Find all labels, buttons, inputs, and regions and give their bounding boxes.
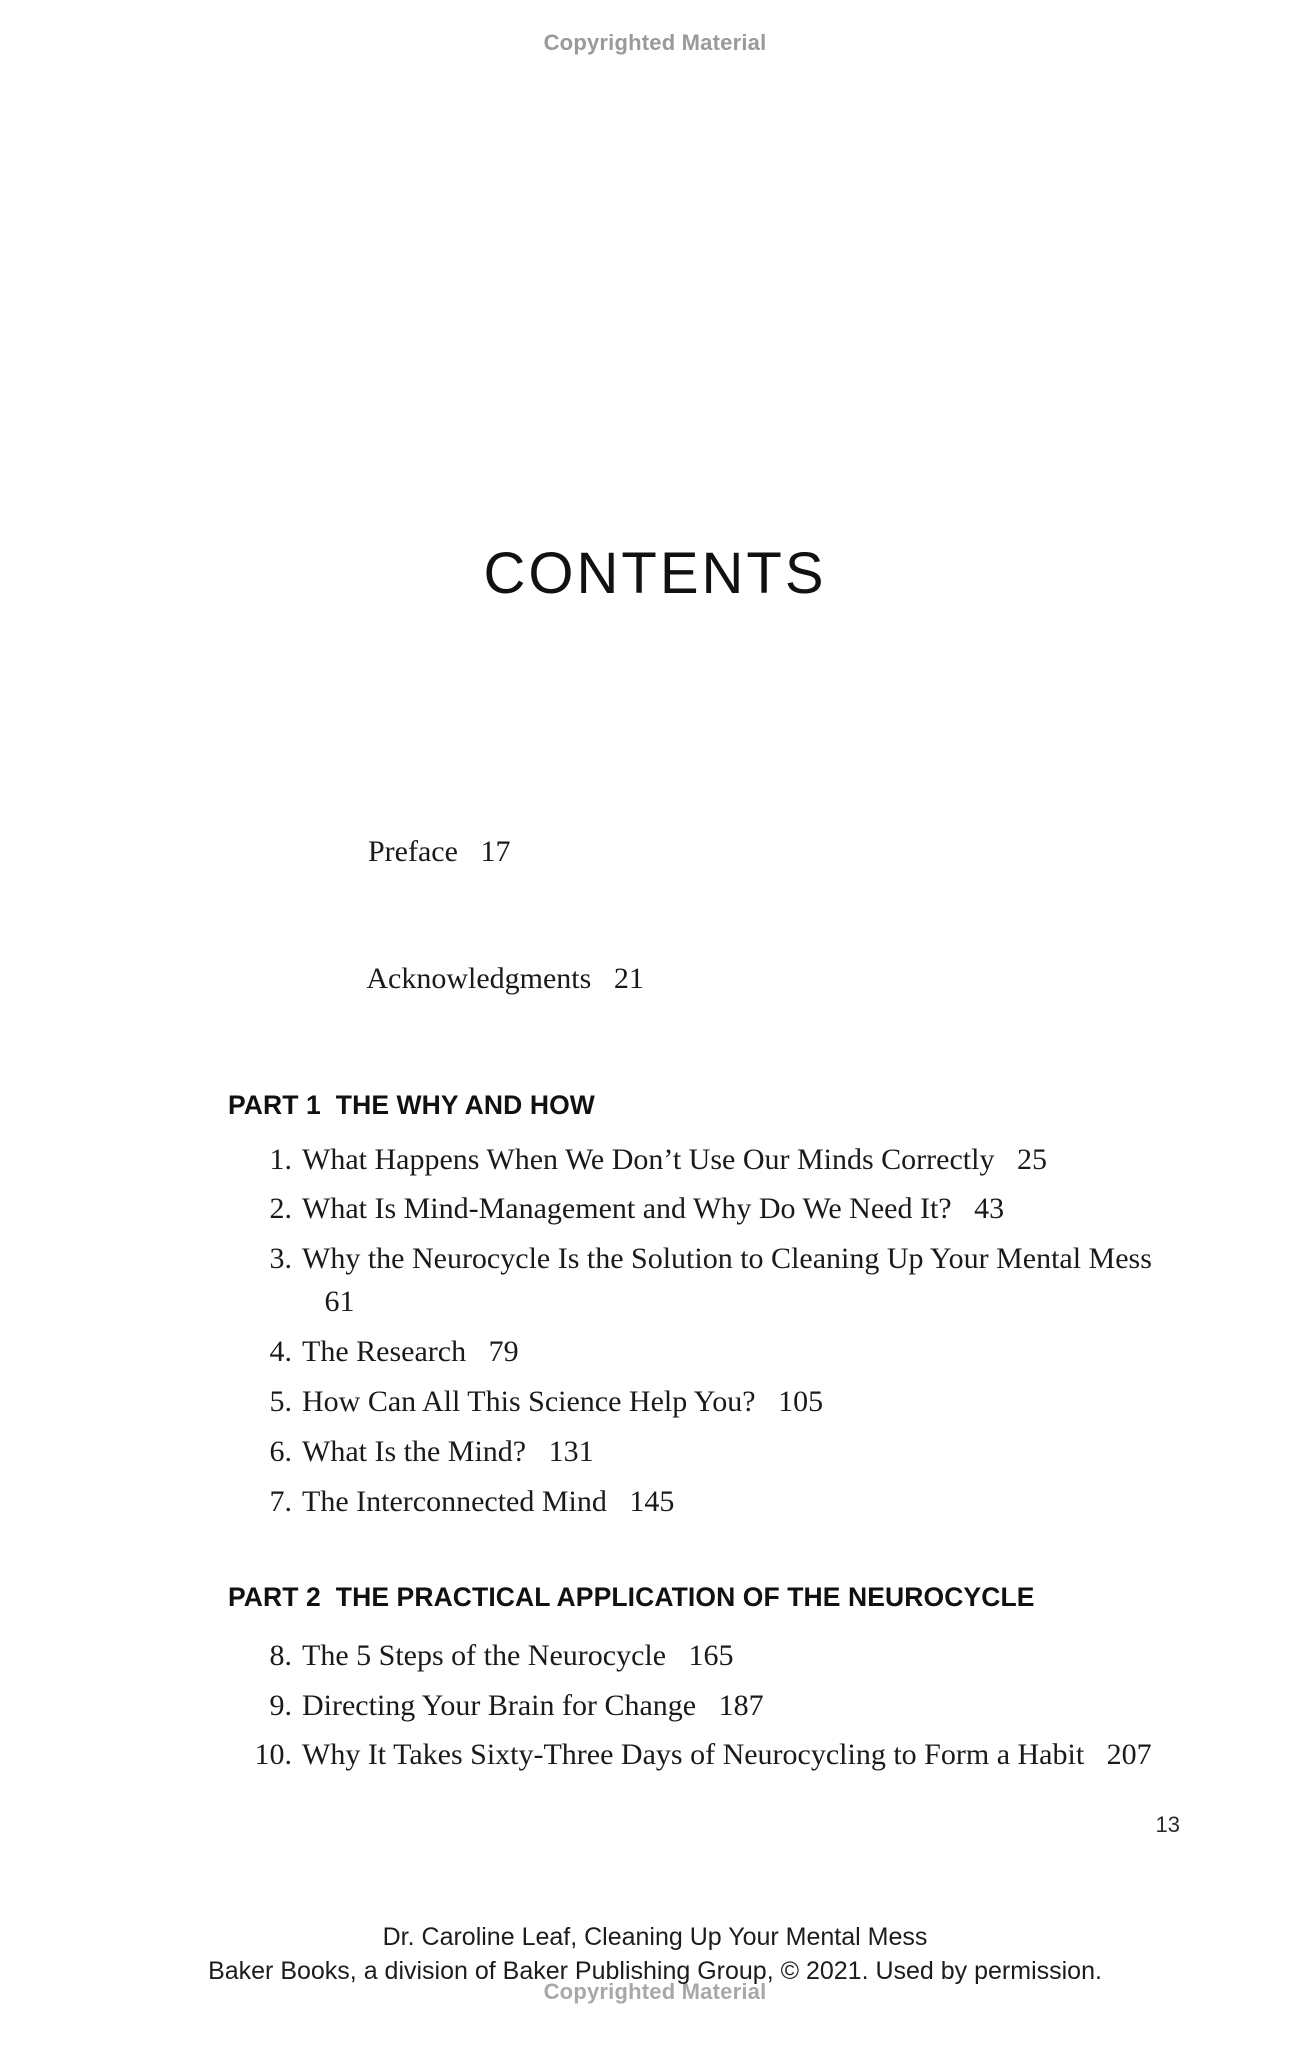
chapter-body bbox=[302, 1431, 1168, 1474]
chapter-entry bbox=[228, 1139, 1168, 1182]
chapter-page-number: 61 bbox=[324, 1285, 355, 1319]
chapter-entry bbox=[228, 1431, 1168, 1474]
chapter-title: What Happens When We Don’t Use Our Minds Correctly bbox=[302, 1142, 995, 1176]
gap bbox=[756, 1385, 779, 1418]
chapter-entry bbox=[228, 1381, 1168, 1424]
chapter-number: 8. bbox=[269, 1638, 292, 1672]
chapter-page-number: 25 bbox=[1016, 1142, 1047, 1176]
chapter-entry bbox=[228, 1238, 1168, 1324]
gap bbox=[526, 1435, 549, 1468]
chapter-title: The Interconnected Mind bbox=[302, 1484, 607, 1518]
chapter-page-number: 43 bbox=[974, 1192, 1005, 1226]
chapter-page-number: 105 bbox=[778, 1385, 824, 1419]
chapter-title: The 5 Steps of the Neurocycle bbox=[302, 1638, 667, 1672]
chapter-title: What Is the Mind? bbox=[302, 1434, 527, 1468]
chapter-page-number: 79 bbox=[488, 1335, 519, 1369]
chapter-number: 9. bbox=[269, 1688, 292, 1722]
chapter-body bbox=[302, 1139, 1168, 1182]
gap bbox=[466, 1335, 489, 1368]
gap bbox=[458, 835, 481, 868]
chapter-page-number: 207 bbox=[1106, 1738, 1152, 1772]
page-folio-number: 13 bbox=[1155, 1812, 1180, 1837]
chapter-entry bbox=[228, 1331, 1168, 1374]
chapter-title: Why the Neurocycle Is the Solution to Cleaning Up Your Mental Mess bbox=[302, 1242, 1152, 1276]
copyright-watermark-top: Copyrighted Material bbox=[543, 30, 767, 55]
chapter-body bbox=[302, 1481, 1168, 1524]
copyright-watermark-bottom: Copyrighted Material bbox=[543, 1979, 767, 2004]
chapter-number: 10. bbox=[254, 1738, 292, 1772]
gap bbox=[994, 1143, 1017, 1176]
chapter-number: 5. bbox=[269, 1385, 292, 1419]
chapter-entry bbox=[228, 1481, 1168, 1524]
chapter-page-number: 187 bbox=[718, 1688, 764, 1722]
chapter-title: Why It Takes Sixty-Three Days of Neurocycling to Form a Habit bbox=[302, 1738, 1085, 1772]
chapter-entry bbox=[228, 1635, 1168, 1678]
gap bbox=[302, 1285, 325, 1318]
chapter-body bbox=[302, 1685, 1168, 1728]
gap bbox=[952, 1192, 975, 1225]
chapter-page-number: 131 bbox=[548, 1434, 594, 1468]
chapter-body bbox=[302, 1238, 1168, 1324]
gap bbox=[666, 1639, 689, 1672]
chapter-title: Directing Your Brain for Change bbox=[302, 1688, 697, 1722]
frontmatter-label: Preface bbox=[368, 834, 458, 868]
attribution-line-publisher: Baker Books, a division of Baker Publishing Group, © 2021. Used by permission. bbox=[208, 1956, 1102, 1985]
chapter-number: 3. bbox=[269, 1242, 292, 1276]
part-heading-2: PART 2 THE PRACTICAL APPLICATION OF THE NEUROCYCLE bbox=[228, 1581, 1035, 1612]
attribution-line-title: Dr. Caroline Leaf, Cleaning Up Your Mental Mess bbox=[382, 1923, 928, 1951]
frontmatter-page-number: 21 bbox=[613, 962, 644, 996]
chapter-page-number: 145 bbox=[629, 1484, 675, 1518]
chapter-body bbox=[302, 1188, 1168, 1231]
chapter-page-number: 165 bbox=[688, 1638, 734, 1672]
list-item bbox=[308, 788, 1168, 916]
frontmatter-list bbox=[308, 788, 1168, 1044]
gap bbox=[1084, 1738, 1107, 1771]
chapter-entry bbox=[228, 1685, 1168, 1728]
list-item bbox=[308, 916, 1168, 1044]
gap bbox=[696, 1689, 719, 1722]
chapter-number: 4. bbox=[269, 1335, 292, 1369]
chapter-body bbox=[302, 1734, 1168, 1777]
chapter-title: How Can All This Science Help You? bbox=[302, 1385, 756, 1419]
chapter-number: 2. bbox=[269, 1192, 292, 1226]
frontmatter-label: Acknowledgments bbox=[366, 962, 592, 996]
gap bbox=[591, 962, 614, 995]
chapter-number: 6. bbox=[269, 1434, 292, 1468]
chapter-body bbox=[302, 1381, 1168, 1424]
table-of-contents bbox=[228, 788, 1168, 1784]
chapter-title: What Is Mind-Management and Why Do We Need It? bbox=[302, 1192, 952, 1226]
frontmatter-page-number: 17 bbox=[480, 834, 511, 868]
page-title: CONTENTS bbox=[483, 541, 827, 606]
gap bbox=[607, 1485, 630, 1518]
chapter-entry bbox=[228, 1188, 1168, 1231]
chapter-title: The Research bbox=[302, 1335, 467, 1369]
attribution-block bbox=[0, 1921, 1310, 1988]
chapter-body bbox=[302, 1635, 1168, 1678]
chapter-number: 7. bbox=[269, 1484, 292, 1518]
part-heading-1: PART 1 THE WHY AND HOW bbox=[228, 1089, 595, 1120]
chapter-number: 1. bbox=[269, 1142, 292, 1176]
chapter-entry bbox=[228, 1734, 1168, 1777]
chapter-body bbox=[302, 1331, 1168, 1374]
